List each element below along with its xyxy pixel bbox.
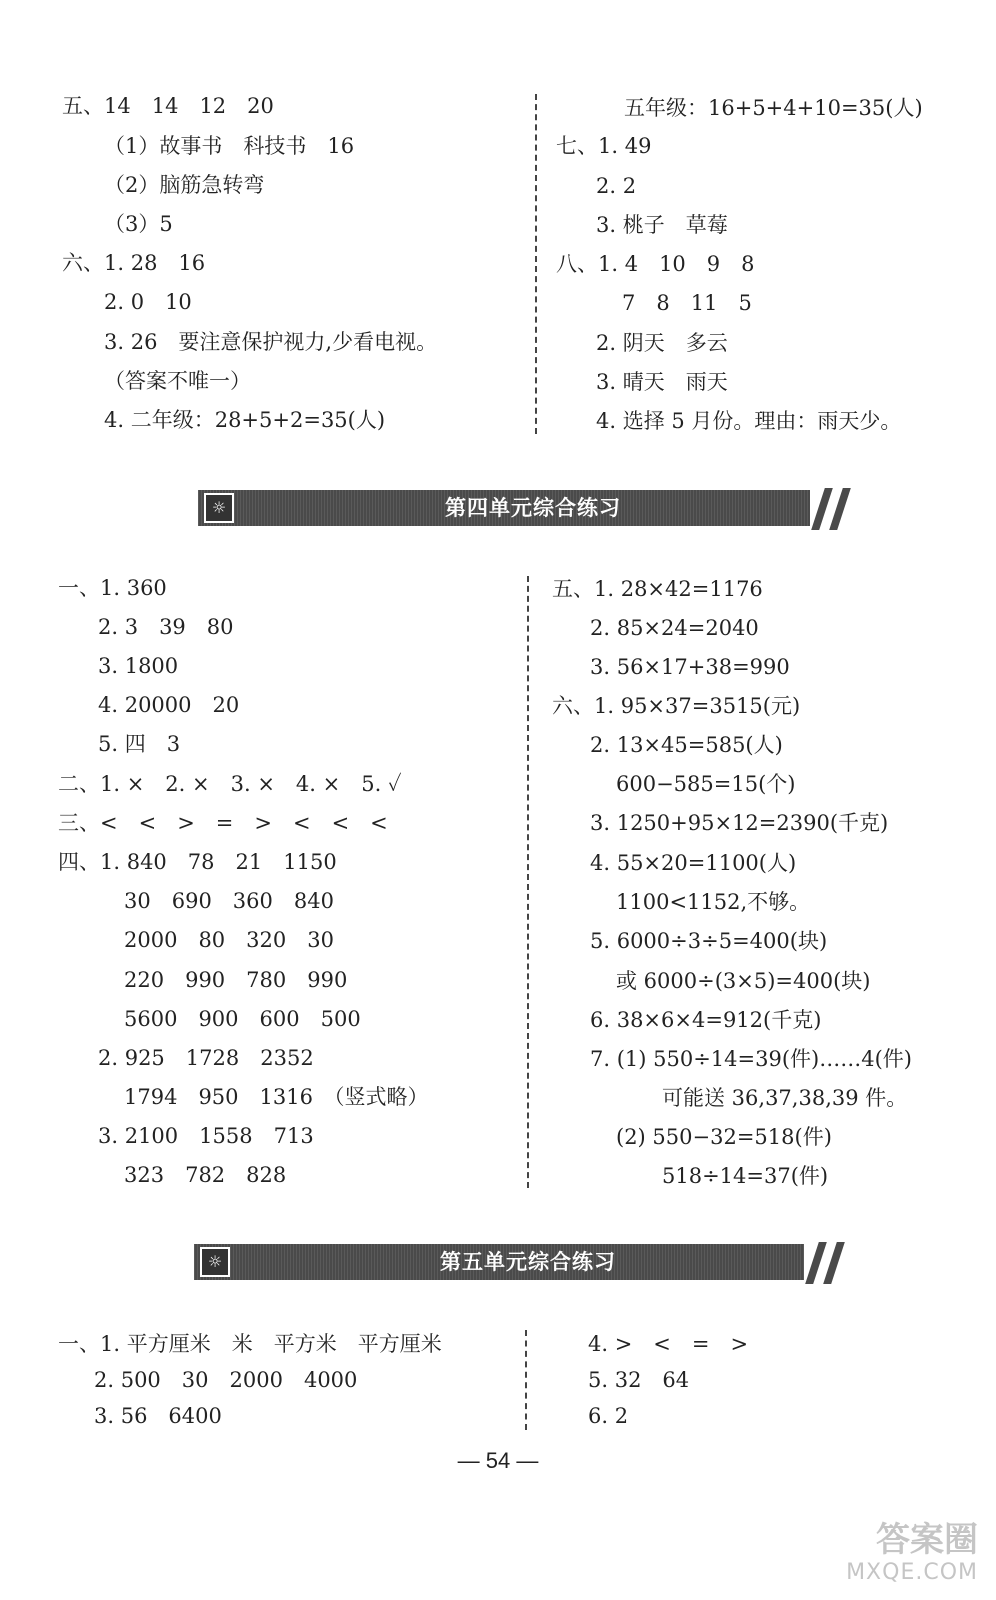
answer-line: 六、1. 28 16 (62, 251, 206, 275)
answer-line: 可能送 36,37,38,39 件。 (662, 1086, 908, 1110)
answer-line: 3. 1800 (98, 654, 179, 678)
answer-line: 2. 2 (596, 174, 637, 198)
answer-line: 6. 38×6×4=912(千克) (590, 1008, 822, 1032)
answer-line: 2. 500 30 2000 4000 (94, 1368, 358, 1392)
lightbulb-icon: ☼ (204, 493, 234, 523)
answer-line: 七、1. 49 (556, 134, 652, 158)
answer-line: 4. > < = > (588, 1332, 749, 1356)
answer-line: 六、1. 95×37=3515(元) (552, 694, 801, 718)
answer-line: 二、1. × 2. × 3. × 4. × 5. ✓ (58, 772, 402, 796)
answer-line: 3. 晴天 雨天 (596, 370, 728, 394)
answer-line: 一、1. 360 (58, 576, 167, 600)
column-divider (527, 576, 529, 1188)
answer-line: 3. 1250+95×12=2390(千克) (590, 811, 889, 835)
answer-line: 3. 56×17+38=990 (590, 655, 790, 679)
answer-line: 五、1. 28×42=1176 (552, 577, 763, 601)
answer-line: 3. 桃子 草莓 (596, 213, 728, 237)
answer-line: （3）5 (104, 212, 173, 236)
answer-line: 2. 0 10 (104, 290, 192, 314)
column-divider (535, 94, 537, 434)
answer-line: 323 782 828 (124, 1163, 287, 1187)
answer-line: 2000 80 320 30 (124, 928, 334, 952)
slash-decoration (804, 1244, 862, 1280)
answer-line: 518÷14=37(件) (662, 1164, 829, 1188)
answer-line: 4. 选择 5 月份。理由：雨天少。 (596, 409, 902, 433)
answer-line: 2. 13×45=585(人) (590, 733, 783, 757)
banner-title: 第五单元综合练习 (440, 1250, 616, 1274)
column-divider (525, 1330, 527, 1430)
watermark-url: MXQE.COM (846, 1560, 978, 1585)
answer-line: 五年级：16+5+4+10=35(人) (624, 96, 923, 120)
answer-line: (2) 550−32=518(件) (616, 1125, 832, 1149)
answer-line: 1794 950 1316 （竖式略） (124, 1085, 429, 1109)
answer-line: 7. (1) 550÷14=39(件)……4(件) (590, 1047, 912, 1071)
answer-line: 2. 阴天 多云 (596, 331, 728, 355)
answer-line: 3. 2100 1558 713 (98, 1124, 314, 1148)
answer-line: 5. 四 3 (98, 732, 181, 756)
slash-decoration (810, 490, 868, 526)
answer-line: 1100<1152,不够。 (616, 890, 811, 914)
section-banner-unit-5 (194, 1244, 862, 1280)
section-banner-unit-4 (198, 490, 868, 526)
answer-line: 五、14 14 12 20 (62, 94, 274, 118)
answer-line: 4. 二年级：28+5+2=35(人) (104, 408, 386, 432)
answer-line: （1）故事书 科技书 16 (104, 134, 355, 158)
answer-line: 八、1. 4 10 9 8 (556, 252, 755, 276)
answer-line: 2. 3 39 80 (98, 615, 234, 639)
answer-line: 4. 20000 20 (98, 693, 240, 717)
watermark-text: 答案圈 (876, 1520, 978, 1560)
answer-line: 5. 32 64 (588, 1368, 690, 1392)
answer-line: 四、1. 840 78 21 1150 (58, 850, 337, 874)
answer-line: 6. 2 (588, 1404, 629, 1428)
answer-line: （2）脑筋急转弯 (104, 173, 265, 197)
answer-line: 5. 6000÷3÷5=400(块) (590, 929, 828, 953)
answer-line: 2. 85×24=2040 (590, 616, 759, 640)
answer-line: 三、< < > = > < < < (58, 811, 388, 835)
answer-line: 4. 55×20=1100(人) (590, 851, 797, 875)
answer-line: 30 690 360 840 (124, 889, 334, 913)
answer-line: 2. 925 1728 2352 (98, 1046, 314, 1070)
answer-line: 一、1. 平方厘米 米 平方米 平方厘米 (58, 1332, 442, 1356)
answer-line: 7 8 11 5 (622, 291, 752, 315)
page-number: — 54 — (457, 1448, 539, 1473)
watermark-logo (828, 1520, 978, 1590)
answer-line: 3. 26 要注意保护视力,少看电视。 (104, 330, 438, 354)
answer-line: 220 990 780 990 (124, 968, 348, 992)
answer-line: 或 6000÷(3×5)=400(块) (616, 969, 871, 993)
answer-line: （答案不唯一） (104, 369, 251, 393)
answer-line: 600−585=15(个) (616, 772, 796, 796)
answer-line: 3. 56 6400 (94, 1404, 222, 1428)
answer-line: 5600 900 600 500 (124, 1007, 361, 1031)
banner-title: 第四单元综合练习 (445, 496, 621, 520)
lightbulb-icon: ☼ (200, 1247, 230, 1277)
